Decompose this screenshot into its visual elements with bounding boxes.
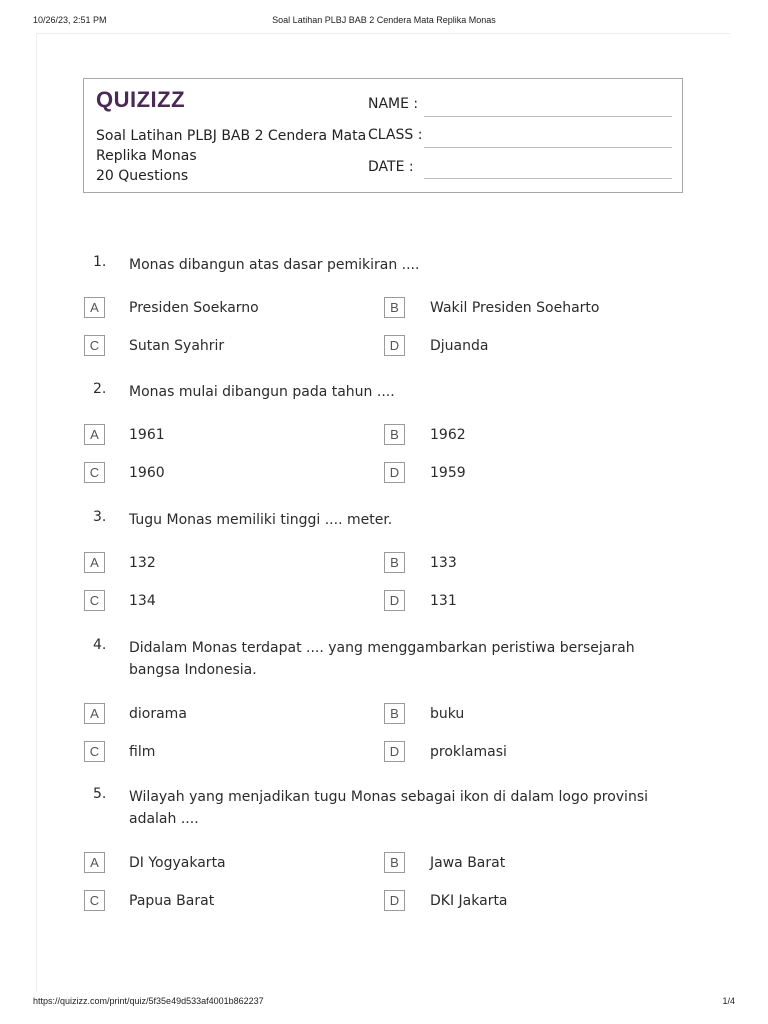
option-c-letter-box: C (84, 335, 105, 356)
option-a-text: 1961 (129, 427, 165, 443)
option-b-letter-box: B (384, 703, 405, 724)
question-text: Tugu Monas memiliki tinggi .... meter. (129, 512, 393, 528)
option-b-text: Wakil Presiden Soeharto (430, 300, 600, 316)
class-field-line (424, 147, 672, 148)
name-field-line (424, 116, 672, 117)
question-number: 1. (93, 254, 107, 270)
class-label: CLASS : (368, 127, 423, 143)
option-d-letter-box: D (384, 590, 405, 611)
option-a-text: Presiden Soekarno (129, 300, 259, 316)
option-a-text: diorama (129, 706, 187, 722)
question-number: 5. (93, 786, 107, 802)
option-c-text: Papua Barat (129, 893, 215, 909)
option-b-text: 133 (430, 555, 457, 571)
option-a-letter-box: A (84, 424, 105, 445)
print-url: https://quizizz.com/print/quiz/5f35e49d533af4001b862237 (33, 996, 264, 1006)
question-number: 2. (93, 381, 107, 397)
option-c-letter-box: C (84, 462, 105, 483)
question-number: 4. (93, 637, 107, 653)
option-b-letter-box: B (384, 852, 405, 873)
option-c-text: Sutan Syahrir (129, 338, 225, 354)
option-b-text: Jawa Barat (430, 855, 506, 871)
worksheet-header-box (83, 78, 683, 193)
date-field-line (424, 178, 672, 179)
option-d-letter-box: D (384, 335, 405, 356)
option-b-text: buku (430, 706, 465, 722)
option-c-text: film (129, 744, 156, 760)
print-page-number: 1/4 (722, 996, 735, 1006)
option-a-letter-box: A (84, 552, 105, 573)
option-a-letter-box: A (84, 852, 105, 873)
option-c-text: 1960 (129, 465, 165, 481)
option-d-text: 1959 (430, 465, 466, 481)
question-text: Monas dibangun atas dasar pemikiran .... (129, 257, 420, 273)
option-a-text: 132 (129, 555, 156, 571)
option-c-text: 134 (129, 593, 156, 609)
print-title: Soal Latihan PLBJ BAB 2 Cendera Mata Replika Monas (272, 15, 496, 25)
question-text: Didalam Monas terdapat .... yang menggambarkan peristiwa bersejarah bangsa Indonesia. (129, 640, 635, 678)
option-b-letter-box: B (384, 552, 405, 573)
option-d-text: DKI Jakarta (430, 893, 508, 909)
question-text: Wilayah yang menjadikan tugu Monas sebagai ikon di dalam logo provinsi adalah .... (129, 789, 649, 827)
option-c-letter-box: C (84, 590, 105, 611)
name-label: NAME : (368, 96, 419, 112)
top-divider (36, 33, 730, 34)
option-a-letter-box: A (84, 297, 105, 318)
question-count: 20 Questions (96, 168, 189, 184)
option-d-letter-box: D (384, 462, 405, 483)
date-label: DATE : (368, 159, 414, 175)
option-d-letter-box: D (384, 890, 405, 911)
print-datetime: 10/26/23, 2:51 PM (33, 15, 107, 25)
option-d-letter-box: D (384, 741, 405, 762)
print-footer (0, 996, 768, 1010)
option-d-text: Djuanda (430, 338, 489, 354)
option-b-letter-box: B (384, 424, 405, 445)
option-a-text: DI Yogyakarta (129, 855, 226, 871)
quiz-title: Soal Latihan PLBJ BAB 2 Cendera Mata Replika Monas (96, 128, 367, 164)
option-a-letter-box: A (84, 703, 105, 724)
option-b-text: 1962 (430, 427, 466, 443)
option-c-letter-box: C (84, 890, 105, 911)
option-d-text: 131 (430, 593, 457, 609)
option-d-text: proklamasi (430, 744, 507, 760)
option-b-letter-box: B (384, 297, 405, 318)
option-c-letter-box: C (84, 741, 105, 762)
print-header (0, 15, 768, 29)
question-number: 3. (93, 509, 107, 525)
left-divider (36, 34, 37, 992)
question-text: Monas mulai dibangun pada tahun .... (129, 384, 395, 400)
quizizz-logo: QUIZIZZ (96, 87, 186, 112)
